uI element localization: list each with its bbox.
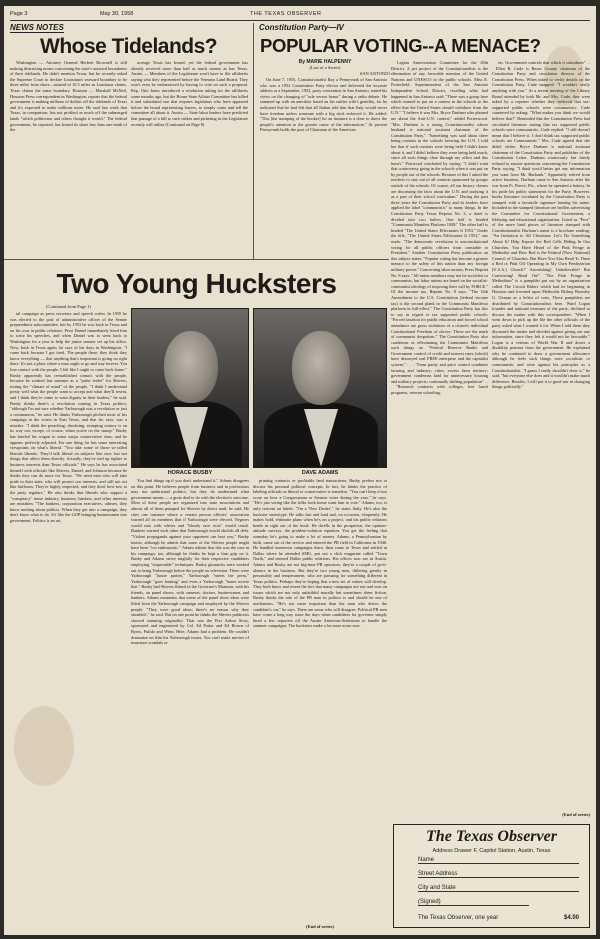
hucksters-end: (End of series) [306,924,334,929]
column-divider [253,23,254,259]
paper-name: THE TEXAS OBSERVER [250,11,322,17]
signed-label: (Signed) [418,899,441,905]
continued-note: (Continued from Page 1) [46,304,91,309]
busby-caption: HORACE BUSBY [167,470,213,476]
signed-field[interactable] [418,899,529,906]
popular-voting-column-2: Legion Americanism Committee for the 20th District. A pet project of the Constitutionalists is the elimination of any favorable mention of the United Nations and UNESCO in the public schools. Miss E. Porterfield, Superintendent of the San Antonio Independent School District, recalling what had happened in San Antonio said: "There was a group here which wanted to put on a contest in the schools to the effect that the United States should withdraw from the U.N." "I believe it was Mrs. Bryce Durham who phoned me about the Anti-U.N. contest," added Porterwood. "Mrs. Durham is a strong Constitutionalist whose husband is national assistant chairman of the Constitution Party." "Something was said about there being contests in the schools favoring the U.N. I told her that if such contests were being held I didn't know about it, and I didn't believe they were being held much, since all such things clear through my office and this hasn't." Portwood concluded by saying: "I didn't want that controversy going in the schools when it was put on by people out of the schools. Because of this I asked the teachers to stay out of all contests sponsored by groups outside of the schools. Of course, all our history classes are discussing the facts about the U.N. and studying it as a part of their school curriculum." During the past three years the Constitution Party and its leaders have applied the label "communistic" to many things. In the Constitution Party Texas Reprint No. 3, a sheet is divided into two halves. One half is headed "Communist Manifest Platform 1848." The other half is headed "The United States Effectuates It 1953." Under the title, "The United States Effectuates It 1953," one reads: "The democratic revolution is unconstitutional voting for all public officers from constable to President." Another Constitution Press publication on this subject states: "Popular voting has become a greater menace to the safety of this nation than any foreign military power." Concerning labor unions, Press Reprint No. 8 says: "All union members may not be socialists or communists, but labor unions are based on the socialist-communist ideology of imposing their will by FORCE." Of the income tax, Reprint No. 8 says: "The 16th Amendment to the U.S. Constitution (federal income tax) is the second plank in the Communist Manifesto platform in full effect." The Constitution Party has this to say in regard to tax supported public schools: "Forced taxation for public education and forced school attendance are gross violations of a citizen's individual Constitutional Freedom of choice. These are the mark of communist despotism." The Constitution Party also condemns as effectuating the Communist Manifesto such things as: "Federal Reserve Banks and Government control of credit and interest rates (which) have destroyed real FREE enterprise and the capitalist system." . . . "Farm parity and price control combines farming and industry; cities, excess farm territory; government condemns land for unnecessary housing and military projects; continually shifting population" . . . "Research contracts with colleges, free lunch programs, veteran schooling, [391,60,488,396]
tidelands-column-2: acreage Texas has leased; yet the federal government has already received more than half as much money as has Texas. Austin — Members of the Legislature won't have to file affidavits saying who they represented before the Veterans Land Board. They won't even be embarrassed by having to vote on such a proposal. Rep. Otto Jones introduced a resolution asking for the affidavits some months ago, but the House State Affairs Committee has killed it and substituted one that requires legislators who have appeared before the board representing buyers, to simply come and tell the committee all about it. Austin — State labor leaders have predicted that passage of a bill to curb strikes and picketing in the Legislature recently will utilize (Continued on Page 8) [131,60,248,127]
constitution-party-label: Constitution Party—IV [259,23,344,32]
name-label: Name [418,857,435,863]
city-field[interactable] [418,885,579,892]
city-label: City and State [418,885,456,891]
section-divider [4,259,389,260]
subscription-price: $4.00 [563,915,579,921]
series-end: (End of series) [562,812,590,817]
subscription-offer: The Texas Observer, one year [418,915,499,921]
subscription-box [393,824,590,928]
hucksters-column-2: You find things up if you don't understand it." Adams disagrees on this point. He believes people from business and in professions may not understand politics, but they do understand what government means — a great deal to do with the election's outcome. Most of these people are organized into state associations and almost all of them pumped for Shivers by direct mail, he said. He cites one instance where a certain person officers' association warned all its members that if Yarborough were elected, Negroes would mix with whites and "bloody race riots" would result. Bankers warned each other that Yarborough would abolish all debt. "Violent propaganda against your opponent can hurt you," Busby insists, although he admits that some of the Shivers people might have been "too enthusiastic." Adams admits that this was the case in his campaign, too, although he thinks he kept a firm grip on it. Busby and Adams strive mightily for their respective candidates employing "respectable" techniques. Busby gimmicks were worked out to bring Yarborough before the people on television. There were Yarborough "house parties," Yarborough "meets the press," Yarborough "goes hunting" and even a Yarborough "home movie line." Busby had Shivers filmed in the Governor's Mansion, with his friends, on panel shows, with cameras, doctors, businessmen, and bankers. Adams maintains that some of the panel show ideas were lifted from the Yarborough campaign and employed by the Shivers people. "They were good ideas; there's no reason why they shouldn't," he said. But on one point he thinks the Shivers publicists showed stunning originality: That was the Port Arthur Story, sponsored and engineered by Col. Ed Potter and Ed Brown of Byers, Pulido and Winn. Here, Adams had a problem. He couldn't dramatize on film his Yarborough issues. You can't make movies of insurance scandals or [131,478,249,646]
subscription-title: The Texas Observer [426,828,557,845]
tidelands-headline: Whose Tidelands? [40,35,218,58]
subscription-address: Address Drawer F, Capitol Station, Austin, Texas [432,848,551,854]
byline: By MARIE HALPENNY [298,59,352,65]
adams-caption: DAVE ADAMS [301,470,339,476]
hucksters-column-3: printing contracts or profitable land transactions. Busby prefers not to discuss his personal political concepts. In fact, he thinks the practice of labeling officials as liberal or conservative is senseless. "You can't keep a box score on how a Congressman or Senator votes during the year," he says. "He's just voting like the folks back home want him to vote." Adams, too, is only reticent on labels. "I'm a 'New Dealer'," he states flatly. He's also the huckster stereotype. He talks fast and loud and, on occasion, eloquently. He makes bold, elaborate plans when he's on a project, and his public relations bends in right out of the book. He dwells in the prospectus, the opinion-attitude surveys, the problem-solution equation. You get the feeling that someday he's going to make a lot of money. Adams, a Pennsylvanian by birth, came out of the service and entered the PR field in California in 1946. He handled numerous campaigns there, then came to Texas and settled in Dallas where he attended SMU, put out a slick magazine called "Town North," and entered Dallas public relations. His offices now are in Austin. Adams and Busby are not big-time PR operators; they're a couple of go-it-aloners in the business. But they're two young men, differing greatly in personality and temperament, who are pursuing for something different in Texas politics. Perhaps they're hoping that a new set of values will develop. They both know and resent the fact that many campaigns are run and won on issues which are not only unfaithful morally but sometimes sheer fiction. Busby thinks the role of the PR man in politics is and should be one of mechanism. "He's not more important than the man who drives the candidate's car," he says. There are some who will disagree. Political PR men have come a long way since the days when candidates for governor simply hired a few reporters off the Austin American-Statesman to handle the summer campaigns. The hucksters make a lot more noise now. [253,478,387,629]
tidelands-column-1: Washington — Attorney General Herbert Brownell is still making distracting noises concerning the state's seaward boundaries of their tidelands. He didn't mention Texas, but he recently asked the Supreme Court to declare Louisiana's seaward boundary to be three miles from shore—instead of 10.5 miles as Louisiana claims. Texas claims the same boundary. Houston — Marshall McNeil, Houston Press correspondent in Washington, reports that the federal government is making millions of dollars off the tidelands of Texas and it's expected to make millions more. He said last week that Texas, in comparison, has not profited as much off the submerged lands "which politicians and others thought it would." The federal government, he reported, has leased its share less than one-tenth of the [10,60,127,133]
popular-voting-column-1: On June 7, 1955, Constitutionalist Ray a Pennyvunk of San Antonio who was a 1952 Constitution Party elector and delivered the keynote address at a September, 1952, party convention in San Antonio, stated his views on the changing of "rule versus honor" during a radio debate. He summed up with an anecdote based on his earlier wife's gentility, for he indicated that he had felt that all Italian told him that Italy would never have freedom unless someone with a big stick enforced it. He added: "This [the stamping of the booker] for an instance is a clear to direct the people's attention to the greater cause of the information." At present Pennyvunk holds the post of Chairman of the American [260,77,387,133]
newspaper-page [4,6,596,935]
popular-voting-column-3: etc. Government controls that which it subsidizes" . . . Ellen R. Cude is Bexar County chairman of the Constitution Party and circulation director of the Constitution Press. When asked to verify details on the Constitution Party, Cude snapped: "I wouldn't verify anything with you." At a recent meeting of the Library Board attended by both Mr. and Mrs. Cude, they were asked by a reporter whether they believed that tax-supported public schools were communistic. Cude countered by asking: "What makes you think we would believe that?" Reminded that the Constitution Press had circulated literature stating that tax supported public schools were communistic, Cude replied: "I still doesn't mean that I believe it. I don't think tax supported public schools are Communistic." Mrs. Cude agreed that she didn't either. Bryce Durham is national assistant chairman of the Constitution Party and publisher of the Constitution Letter. Durham courteously but firmly refused to answer questions concerning the Constitution Party saying, "I think you'd better get any information you want from Mr. Burbank." Apparently retired from active business, Durham came to San Antonio after the war from Ft. Pierce, Fla., where he operated a bakery. In his pride his public statements for the Party. However, books literature circulated by the Constitution Party is stamped with a facsimile signature bearing his name. Included in the stamped literature are leaflets advertising the Committee for Constitutional Government, a lobbying and educational organization. Listed as "Pros" of the more lurid pieces of literature stamped with Constitutionalist Durham's name is a brochure reading: "An Invitation to All Christians: Let's Do Something About It! Help Expose the Red Cells Hiding In Our Churches. You Have Heard of the Pink Fringe in Methodist and How Red is the Federal (Now National) Council of Churches. But Have You Also Read 'Is There a Red or Pink Oil Operating in My Own Presbyterian (U.S.A.) Church?' Astonishing! Unbelievable! But Convincing! Read On!" "The Pink Fringe in Methodism" is a pamphlet put out by an organization called The Circuit Riders which had its beginning in Houston and frowned upon Methodist Bishop Bromley G. Oxnam as a leftist of sorts. These pamphlets are distributed by Constitutionalists here. Ward Logan founder and national treasurer of the party, declined to discuss the matter with this correspondent: "When I went down to pick up the file the other officials of the party asked what I wanted it for. When I told them they discussed the matter and decided against giving out any information, since they felt it would not be favorable." Logan is a veteran of World War II and draws a disability pension from the government. He explained why he continued to draw a government allowance although he feels such things were socialistic or communistic and were against his principles as a Constitutionalist. "I guess I really shouldn't draw it," he said, "but everyone else does and it wouldn't make much difference. Besides, I will put it to good use in changing things politically." [492,60,590,390]
name-field[interactable] [418,857,579,864]
street-field[interactable] [418,871,579,878]
adams-photo [253,308,387,468]
popular-voting-headline: POPULAR VOTING--A MENACE? [260,35,541,56]
hucksters-column-1: tal campaign as press secretary and speech writer. In 1950 he was elected to the post of administrative officer of the Senate preparedness subcommittee, but by 1953 he was back in Texas and on his own in public relations. Price Daniel immediately hired him to write his speeches, and when Daniel was to went back to Washington for a year to help the junior senator set up his office. Now, back in Texas again, he says of his days in Washington: "I came back because I got tired. The people there, they think they know everything — that anything that's important is going on right there. It's not a place where a man ought to go and stay forever. You lose contact with the people. I felt like I ought to come back home." Busby apparently has reestablished contact with the people, because he worked last summer as a "pulse feeler" for Shivers, testing the "climate of mind" of the people. "I think I understand pretty well what the people want to accept and what they'll resent, and I think they're come to want dignity in their leaders," he said. Busby thinks there's a revolution coming in Texas politics, "although I'm not sure whether Yarborough was a revolution or just a communion," he said. He thinks Yarborough pitched most of his campaign at the voters in East Texas, and that he, says, was a mistake. "I think the preaching, droshsing, stomping oratory is on its way out, except, of course, when you're on the stump." Busby has briefed his wagon to some major conservative stars, and he appears perfectly adjusted. For one thing, he has some interesting viewpoints on what's liberal. "You take some of those so-called liberals liberals. They'd talk liberal on subjects like race, but not things that affect them directly. Actually, they've tied up tighter to business interests than Texas officials." He says he has associated himself with officials like Shivers, Daniel, and Johnson because he thinks they can do more for Texas. "We need men who will take pride in their state, who will protect our interests, and still not act like buffoons. They're highly respected, and they don't bow-tow to the party regulars." He also thinks that liberals who support a "conspiracy" sense industry, business, bankers, and other interests are mistaken. "The bankers, corporation executives, oilmen, they know nothing about politics. When they get into a campaign, they don't know what to do. It's like the GOP bringing businessmen into government. Politics is an art, [10,311,127,523]
page-number: Page 3 [10,11,28,17]
busby-photo [131,308,249,468]
issue-date: May 30, 1958 [100,11,134,17]
page-header [10,11,590,21]
news-notes-label: NEWS NOTES [10,23,64,32]
byline-sub: (Last of a Series) [309,65,341,70]
dateline: SAN ANTONIO [359,71,390,76]
hucksters-headline: Two Young Hucksters [56,268,337,299]
street-label: Street Address [418,871,458,877]
